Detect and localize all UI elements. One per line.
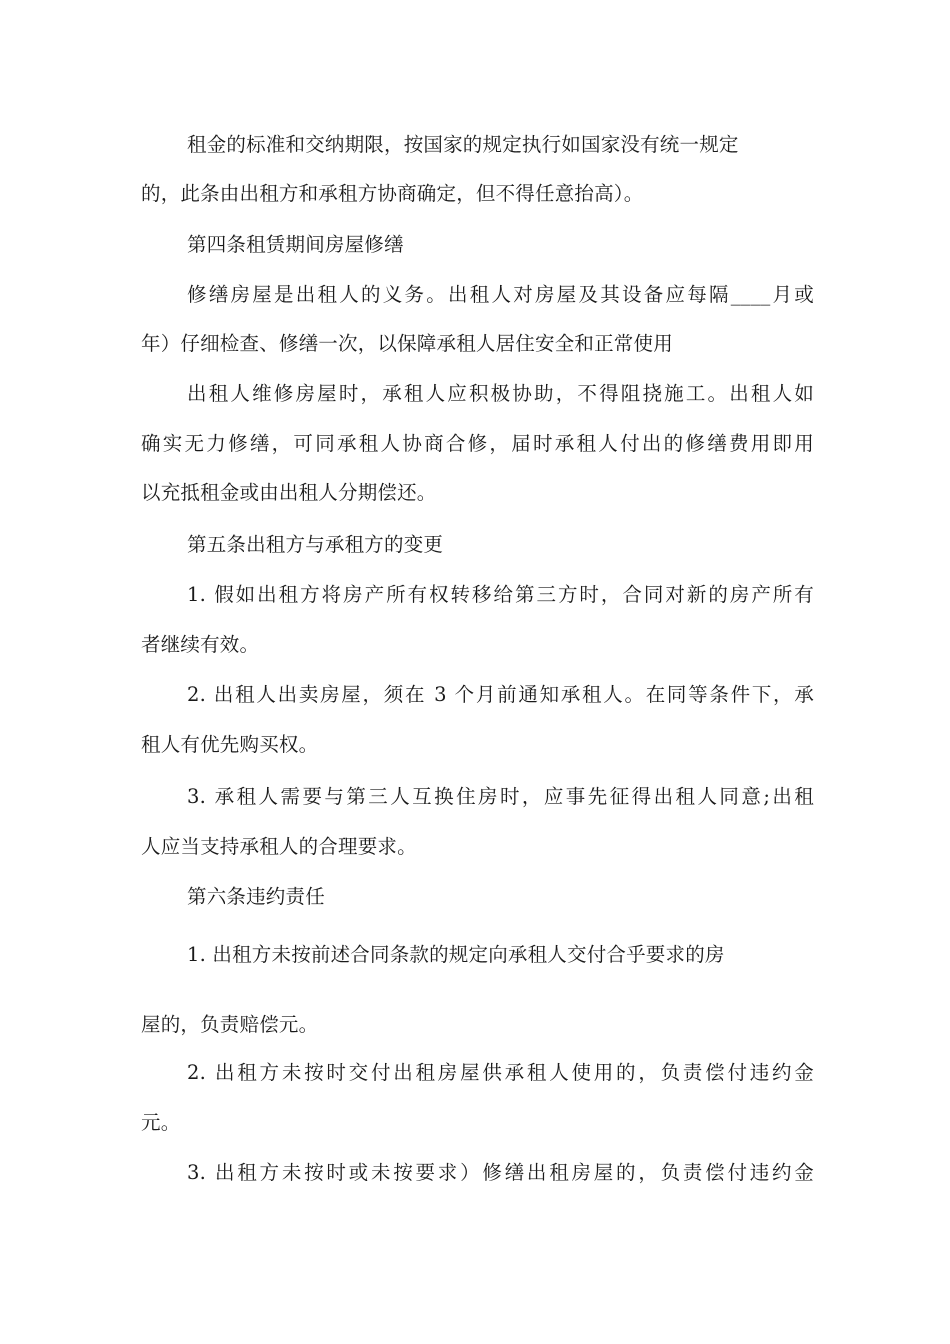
text-line: 的，此条由出租方和承租方协商确定，但不得任意抬高）。 bbox=[141, 182, 644, 205]
text-line: 2. 出租人出卖房屋，须在 3 个月前通知承租人。在同等条件下，承 bbox=[187, 683, 814, 706]
section-heading: 第五条出租方与承租方的变更 bbox=[187, 533, 444, 556]
text-line: 确实无力修缮，可同承租人协商合修，届时承租人付出的修缮费用即用 bbox=[141, 432, 814, 455]
text-line: 2. 出租方未按时交付出租房屋供承租人使用的，负责偿付违约金 bbox=[187, 1061, 814, 1084]
text-line: 1. 假如出租方将房产所有权转移给第三方时，合同对新的房产所有 bbox=[187, 583, 814, 606]
text-line: 租金的标准和交纳期限，按国家的规定执行如国家没有统一规定 bbox=[187, 133, 739, 156]
text-line: 元。 bbox=[141, 1111, 181, 1134]
text-line: 出租人维修房屋时，承租人应积极协助，不得阻挠施工。出租人如 bbox=[187, 382, 814, 405]
text-line: 3. 出租方未按时或未按要求）修缮出租房屋的，负责偿付违约金 bbox=[187, 1161, 814, 1184]
text-line: 者继续有效。 bbox=[141, 633, 260, 656]
text-line: 租人有优先购买权。 bbox=[141, 733, 319, 756]
text-line: 修缮房屋是出租人的义务。出租人对房屋及其设备应每隔____月或 bbox=[187, 283, 814, 306]
section-heading: 第四条租赁期间房屋修缮 bbox=[187, 233, 404, 256]
text-line: 1. 出租方未按前述合同条款的规定向承租人交付合乎要求的房 bbox=[187, 943, 725, 966]
text-line: 年）仔细检查、修缮一次，以保障承租人居住安全和正常使用 bbox=[141, 332, 673, 355]
section-heading: 第六条违约责任 bbox=[187, 885, 325, 908]
text-line: 3. 承租人需要与第三人互换住房时，应事先征得出租人同意;出租 bbox=[187, 785, 814, 808]
text-line: 人应当支持承租人的合理要求。 bbox=[141, 835, 417, 858]
text-line: 屋的，负责赔偿元。 bbox=[141, 1013, 319, 1036]
text-line: 以充抵租金或由出租人分期偿还。 bbox=[141, 481, 437, 504]
